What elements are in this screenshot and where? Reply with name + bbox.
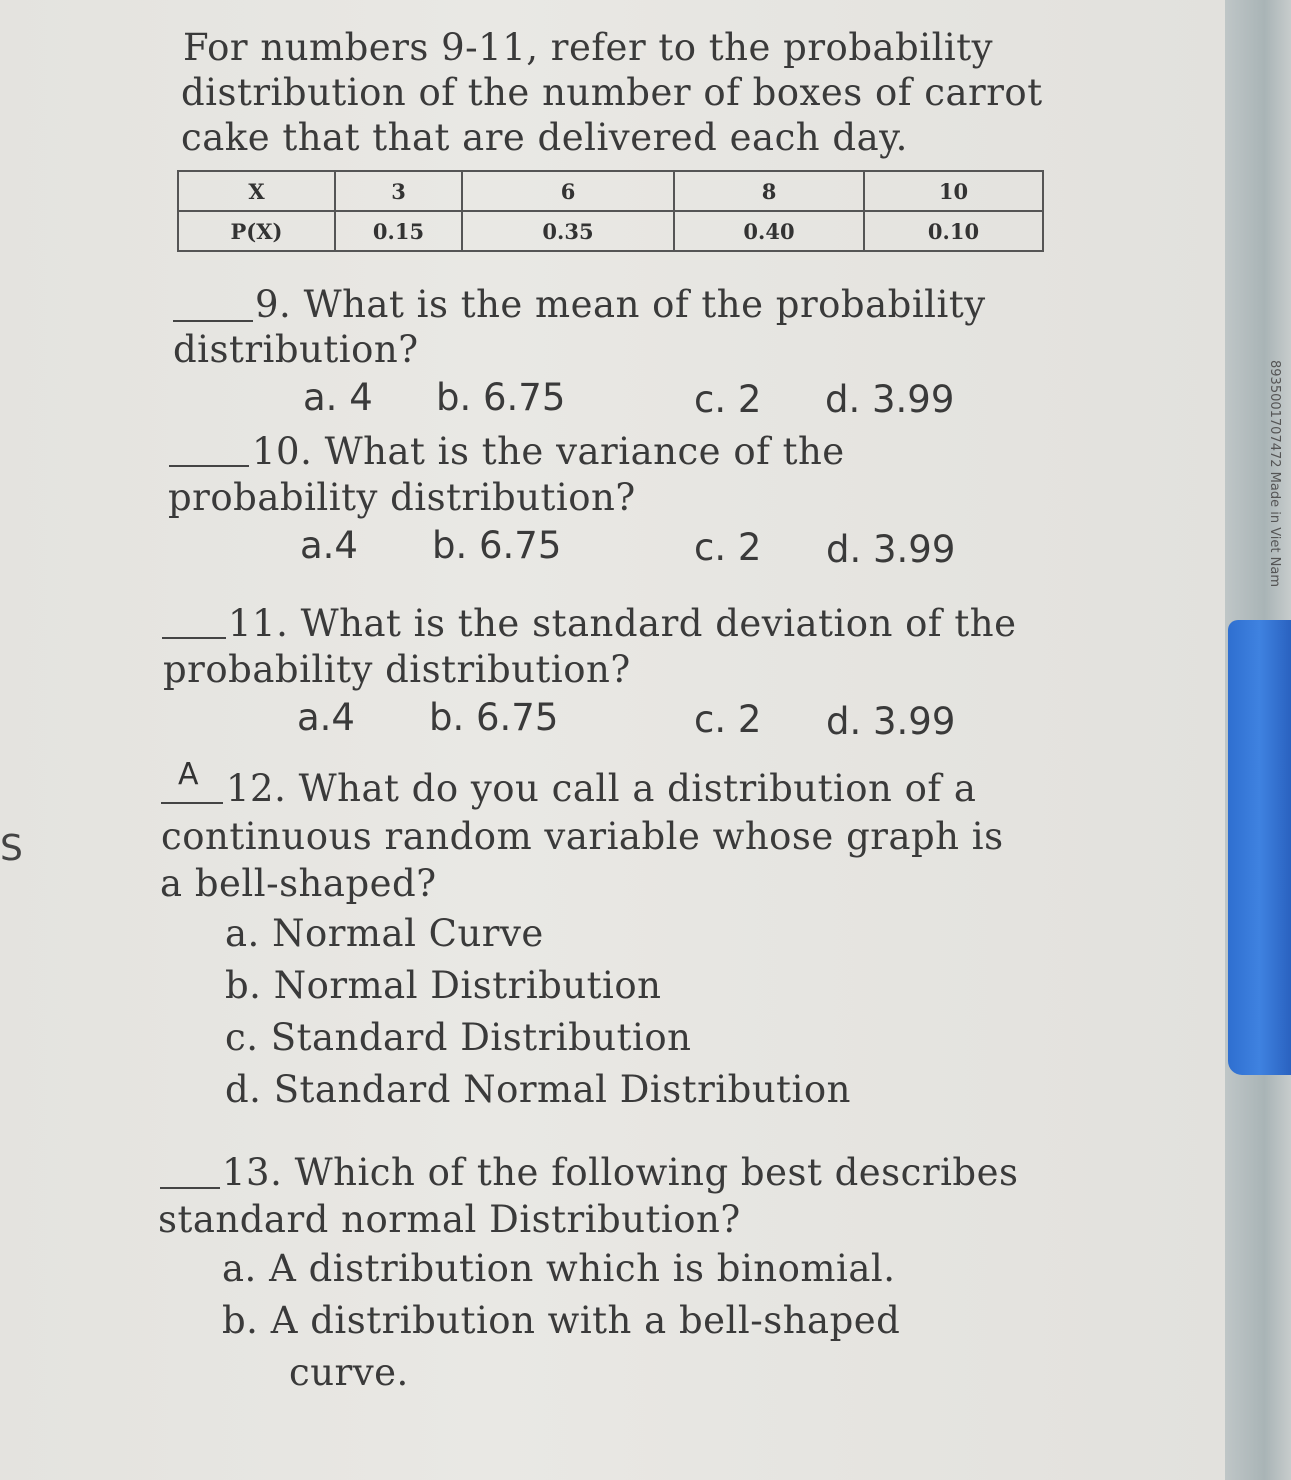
q10-option-b: b. 6.75	[432, 524, 562, 567]
answer-blank	[161, 802, 223, 804]
q12-line-2: continuous random variable whose graph is	[161, 815, 1004, 858]
blue-pen	[1228, 620, 1291, 1075]
table-cell: 0.35	[462, 211, 674, 251]
q10-option-c: c. 2	[694, 526, 762, 569]
q13-option-b: b. A distribution with a bell-shaped	[222, 1299, 901, 1342]
q9-option-b: b. 6.75	[436, 376, 566, 419]
q9-line-1: 9. What is the mean of the probability	[255, 283, 986, 326]
q10-line-1: 10. What is the variance of the	[252, 430, 845, 473]
handwritten-answer: A	[178, 757, 199, 792]
table-cell: 3	[335, 171, 462, 211]
table-row	[178, 171, 1043, 211]
q12-option-d: d. Standard Normal Distribution	[225, 1068, 851, 1111]
table-cell: 10	[864, 171, 1043, 211]
answer-blank	[162, 637, 226, 639]
q11-line-1: 11. What is the standard deviation of the	[228, 602, 1017, 645]
intro-line-3: cake that that are delivered each day.	[181, 116, 908, 159]
answer-blank	[160, 1187, 220, 1189]
q12-option-c: c. Standard Distribution	[225, 1016, 692, 1059]
q12-option-a: a. Normal Curve	[225, 912, 544, 955]
q9-option-a: a. 4	[303, 376, 373, 419]
q11-line-2: probability distribution?	[163, 648, 631, 691]
partial-letter: S	[0, 828, 23, 869]
probability-table	[177, 170, 1044, 252]
q11-option-a: a.4	[297, 696, 355, 739]
q11-option-c: c. 2	[694, 698, 762, 741]
table-cell: 0.40	[674, 211, 864, 251]
q12-line-3: a bell-shaped?	[160, 862, 437, 905]
q9-line-2: distribution?	[173, 328, 419, 371]
q13-line-2: standard normal Distribution?	[158, 1198, 741, 1241]
table-cell: 8	[674, 171, 864, 211]
table-cell: X	[178, 171, 335, 211]
q13-option-b-cont: curve.	[289, 1351, 409, 1394]
q9-option-c: c. 2	[694, 378, 762, 421]
q12-option-b: b. Normal Distribution	[225, 964, 662, 1007]
q11-option-d: d. 3.99	[826, 700, 956, 743]
table-cell: 0.15	[335, 211, 462, 251]
intro-line-2: distribution of the number of boxes of carrot	[181, 71, 1043, 114]
edge-print-text: 8935001707472 Made in Viet Nam	[1267, 360, 1282, 588]
answer-blank	[173, 320, 253, 322]
table-cell: 6	[462, 171, 674, 211]
q13-option-a: a. A distribution which is binomial.	[222, 1247, 896, 1290]
q10-option-a: a.4	[300, 524, 358, 567]
table-row	[178, 211, 1043, 251]
q10-option-d: d. 3.99	[826, 528, 956, 571]
q10-line-2: probability distribution?	[168, 476, 636, 519]
q11-option-b: b. 6.75	[429, 696, 559, 739]
table-cell: 0.10	[864, 211, 1043, 251]
intro-line-1: For numbers 9-11, refer to the probability	[183, 26, 994, 69]
q12-line-1: 12. What do you call a distribution of a	[226, 767, 977, 810]
q9-option-d: d. 3.99	[825, 378, 955, 421]
q13-line-1: 13. Which of the following best describes	[222, 1151, 1019, 1194]
answer-blank	[169, 465, 249, 467]
table-cell: P(X)	[178, 211, 335, 251]
